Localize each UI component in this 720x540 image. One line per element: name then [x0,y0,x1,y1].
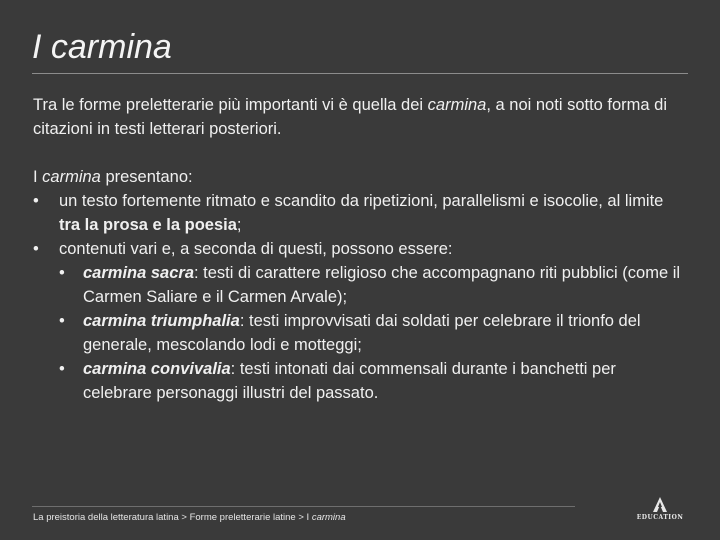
intro-paragraph [33,93,683,141]
sub-bullet-item [59,357,683,405]
sub-bullet-item [59,309,683,357]
bullet-text: contenuti vari e, a seconda di questi, possono essere: [59,240,453,258]
slide-body [33,93,683,405]
bullet-list [33,189,683,405]
breadcrumb-text: La preistoria della letteratura latina > Forme preletterarie latine > I [33,512,312,523]
bullet-emphasis: tra la prosa e la poesia [59,216,237,234]
intro-term: carmina [427,96,487,114]
sub-bullet-term: carmina sacra [83,264,194,282]
bullet-text-post: ; [236,216,242,234]
sub-bullet-desc: : testi improvvisati dai soldati per celebrare il trionfo del generale, mescolando lodi e motteggi; [83,312,641,354]
sub-bullet-item [59,261,683,309]
logo-wordmark: EDUCATION [636,514,684,521]
footer-divider [32,506,575,507]
bullet-text-pre: un testo fortemente ritmato e scandito da ripetizioni, parallelismi e isocolie, al limite [59,192,664,210]
breadcrumb-current: carmina [311,512,346,523]
sub-bullet-desc: : testi di carattere religioso che accompagnano riti pubblici (come il Carmen Saliare e il Carmen Arvale); [83,264,681,306]
sub-bullet-list [59,261,683,405]
bullet-item [33,189,683,237]
title-divider [32,73,688,74]
bullet-item [33,237,683,405]
lead-text-post: presentano: [100,168,193,186]
slide-title [32,26,172,68]
lead-paragraph [33,165,683,189]
publisher-logo [636,496,684,524]
footer-breadcrumb [33,512,346,524]
intro-text-post: , a noi noti sotto forma di citazioni in testi letterari posteriori. [33,96,668,138]
sub-bullet-desc: : testi intonati dai commensali durante i banchetti per celebrare personaggi illustri del passato. [83,360,616,402]
paragraph-gap [33,141,683,165]
publisher-logo-icon [636,496,684,514]
slide-title-text: I carmina [32,28,172,66]
sub-bullet-term: carmina convivalia [83,360,231,378]
intro-text-pre: Tra le forme preletterarie più importanti vi è quella dei [33,96,428,114]
lead-text-pre: I [33,168,43,186]
sub-bullet-term: carmina triumphalia [83,312,240,330]
lead-term: carmina [42,168,101,186]
